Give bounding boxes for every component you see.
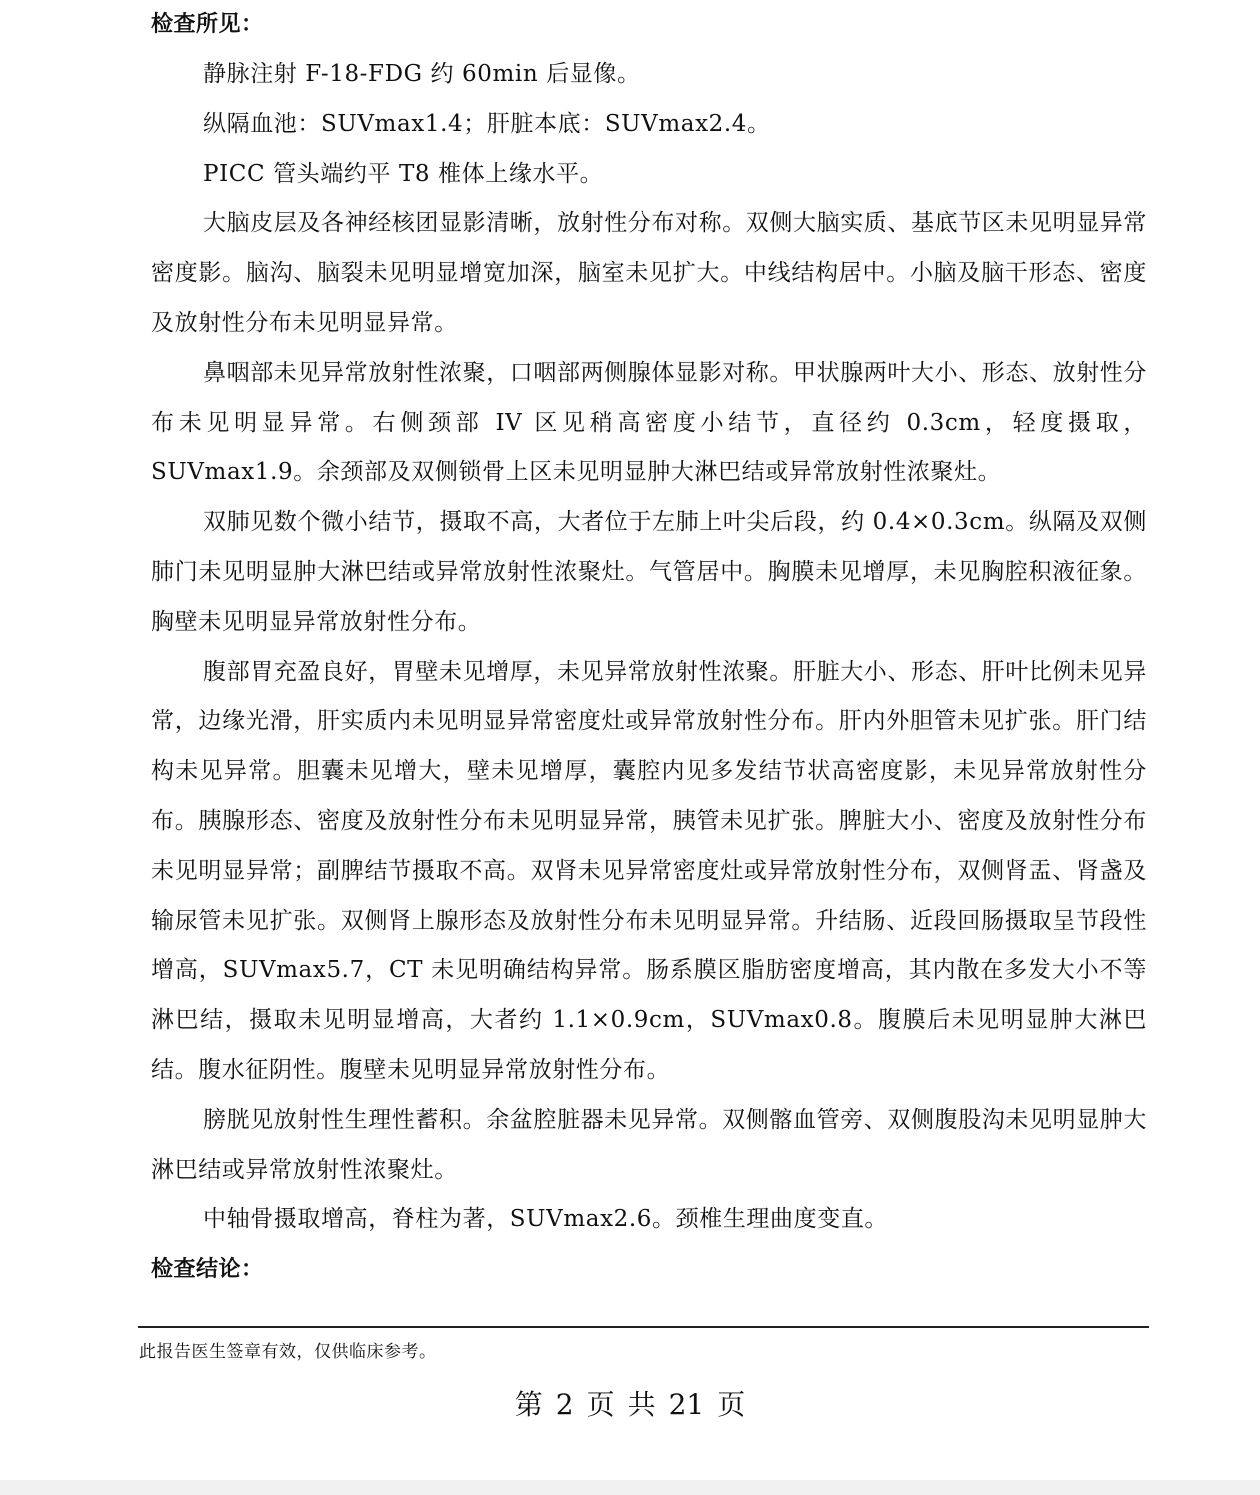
page-current: 2 bbox=[555, 1388, 574, 1421]
finding-paragraph-background: 纵隔血池：SUVmax1.4；肝脏本底：SUVmax2.4。 bbox=[203, 110, 771, 137]
footer-divider bbox=[138, 1326, 1149, 1328]
finding-paragraph-bone: 中轴骨摄取增高，脊柱为著，SUVmax2.6。颈椎生理曲度变直。 bbox=[203, 1206, 889, 1233]
finding-paragraph-chest: 双肺见数个微小结节，摄取不高，大者位于左肺上叶尖后段，约 0.4×0.3cm。纵隔及双侧肺门未见明显肿大淋巴结或异常放射性浓聚灶。气管居中。胸膜未见增厚，未见胸腔积液征象。胸壁未见明显异常放射性分布。 bbox=[151, 509, 1147, 635]
finding-paragraph-abdomen: 腹部胃充盈良好，胃壁未见增厚，未见异常放射性浓聚。肝脏大小、形态、肝叶比例未见异常，边缘光滑，肝实质内未见明显异常密度灶或异常放射性分布。肝内外胆管未见扩张。肝门结构未见异常。胆囊未见增大，壁未见增厚，囊腔内见多发结节状高密度影，未见异常放射性分布。胰腺形态、密度及放射性分布未见明显异常，胰管未见扩张。脾脏大小、密度及放射性分布未见明显异常；副脾结节摄取不高。双肾未见异常密度灶或异常放射性分布，双侧肾盂、肾盏及输尿管未见扩张。双侧肾上腺形态及放射性分布未见明显异常。升结肠、近段回肠摄取呈节段性增高，SUVmax5.7，CT 未见明确结构异常。肠系膜区脂肪密度增高，其内散在多发大小不等淋巴结，摄取未见明显增高，大者约 1.1×0.9cm，SUVmax0.8。腹膜后未见明显肿大淋巴结。腹水征阴性。腹壁未见明显异常放射性分布。 bbox=[151, 658, 1147, 1083]
finding-paragraph-injection: 静脉注射 F-18-FDG 约 60min 后显像。 bbox=[203, 61, 641, 87]
page-label-prefix: 第 bbox=[514, 1388, 543, 1421]
viewer-bottom-strip bbox=[0, 1480, 1260, 1495]
conclusion-heading: 检查结论： bbox=[151, 1257, 264, 1283]
page-number bbox=[0, 1385, 1260, 1425]
finding-paragraph-brain: 大脑皮层及各神经核团显影清晰，放射性分布对称。双侧大脑实质、基底节区未见明显异常密度影。脑沟、脑裂未见明显增宽加深，脑室未见扩大。中线结构居中。小脑及脑干形态、密度及放射性分布未见明显异常。 bbox=[151, 210, 1147, 336]
footer-disclaimer: 此报告医生签章有效，仅供临床参考。 bbox=[139, 1342, 437, 1362]
page-label-total: 共 bbox=[627, 1388, 656, 1421]
finding-paragraph-neck: 鼻咽部未见异常放射性浓聚，口咽部两侧腺体显影对称。甲状腺两叶大小、形态、放射性分布未见明显异常。右侧颈部 IV 区见稍高密度小结节，直径约 0.3cm，轻度摄取，SUVmax1.9。余颈部及双侧锁骨上区未见明显肿大淋巴结或异常放射性浓聚灶。 bbox=[151, 359, 1147, 486]
page-label-mid: 页 bbox=[586, 1388, 615, 1421]
finding-paragraph-pelvis: 膀胱见放射性生理性蓄积。余盆腔脏器未见异常。双侧髂血管旁、双侧腹股沟未见明显肿大淋巴结或异常放射性浓聚灶。 bbox=[151, 1106, 1147, 1183]
page-label-suffix: 页 bbox=[717, 1388, 746, 1421]
finding-paragraph-picc: PICC 管头端约平 T8 椎体上缘水平。 bbox=[203, 160, 604, 187]
report-content bbox=[151, 0, 1147, 1295]
page-total: 21 bbox=[668, 1388, 705, 1421]
findings-heading: 检查所见： bbox=[151, 12, 264, 37]
